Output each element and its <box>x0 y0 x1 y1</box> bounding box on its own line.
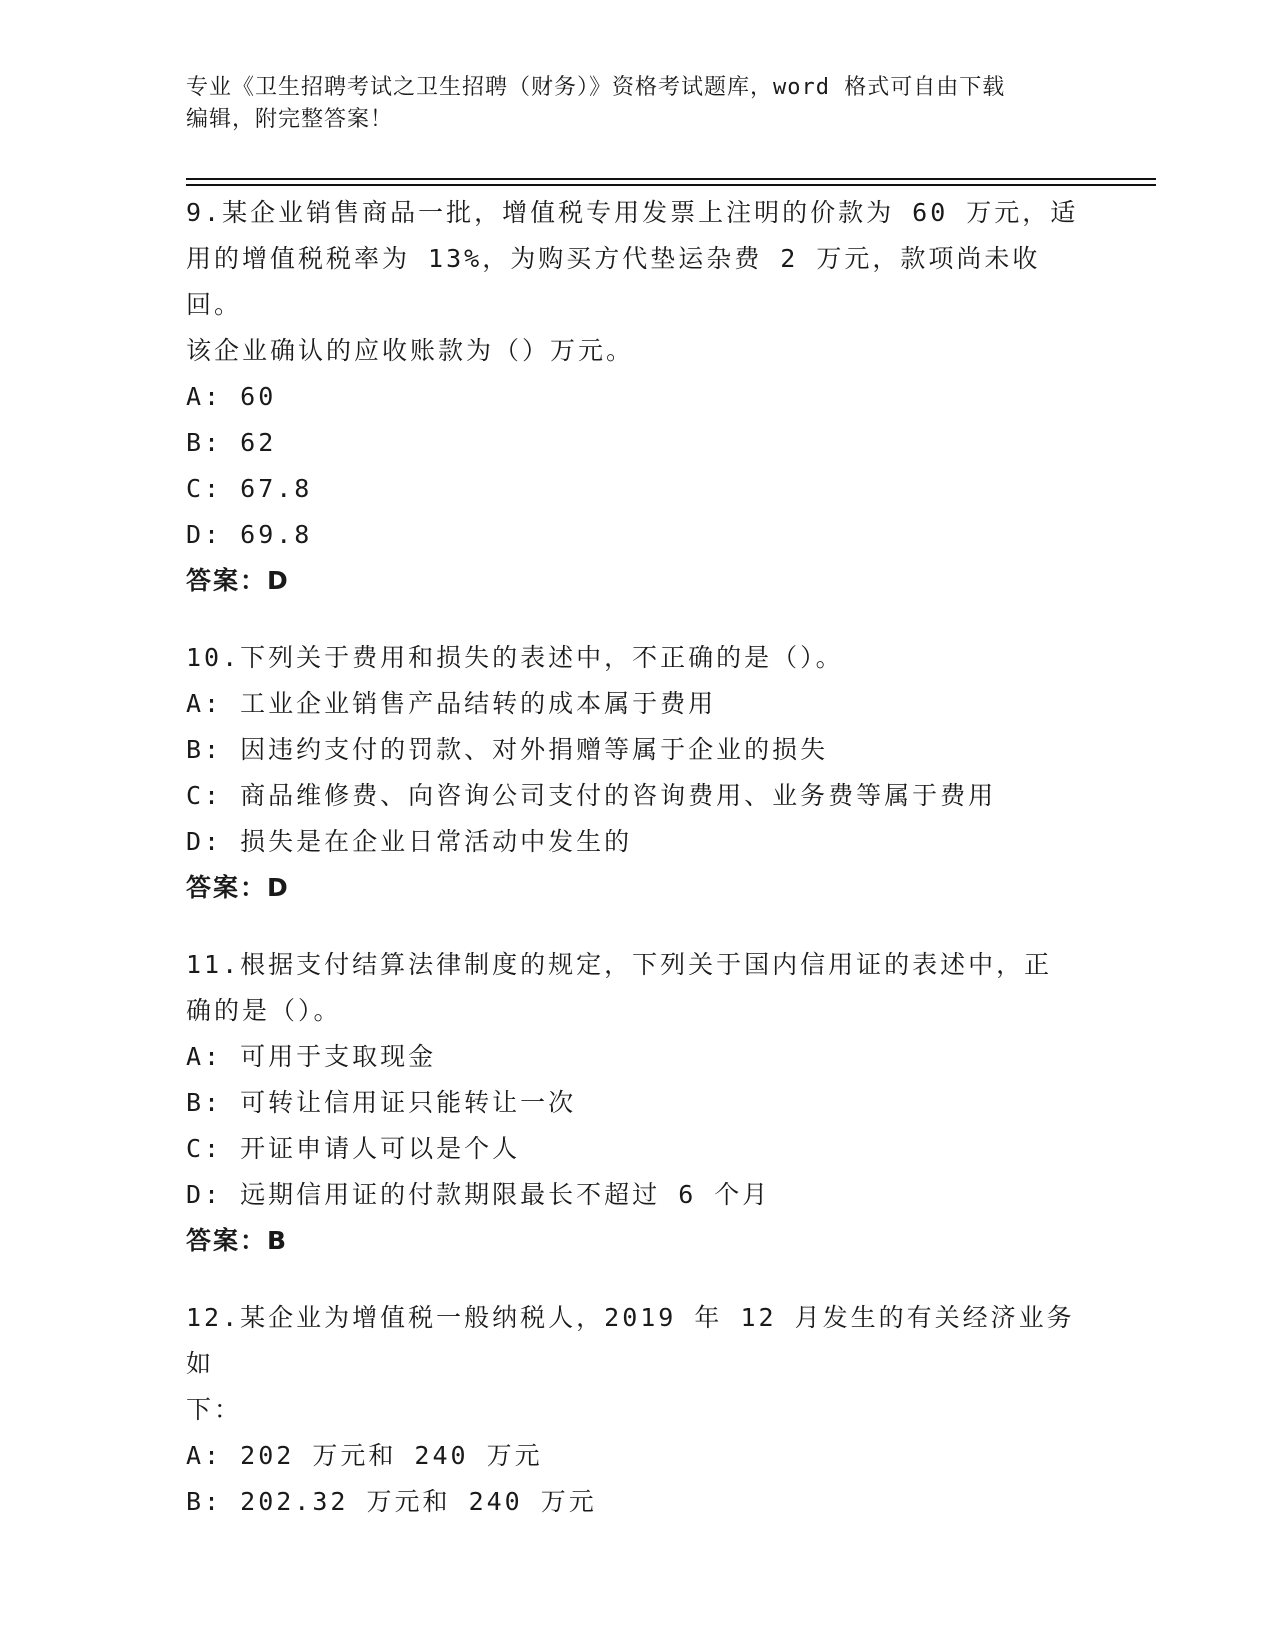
option-d: D: 69.8 <box>186 520 313 549</box>
question-stem <box>186 633 1086 681</box>
option-b: B: 因违约支付的罚款、对外捐赠等属于企业的损失 <box>186 735 829 764</box>
question-11 <box>186 940 1086 1264</box>
header-rule-top <box>186 178 1156 180</box>
option-c: C: 开证申请人可以是个人 <box>186 1134 521 1163</box>
option-d: D: 远期信用证的付款期限最长不超过 6 个月 <box>186 1180 771 1209</box>
stem-line: 用的增值税税率为 13%，为购买方代垫运杂费 2 万元，款项尚未收回。 <box>186 244 1041 319</box>
option-a: A: 工业企业销售产品结转的成本属于费用 <box>186 689 717 718</box>
stem-line: 下： <box>186 1395 243 1424</box>
answer: 答案：D <box>186 873 290 902</box>
option-a: A: 可用于支取现金 <box>186 1042 437 1071</box>
answer: 答案：D <box>186 566 290 595</box>
header-line-1: 专业《卫生招聘考试之卫生招聘（财务）》资格考试题库，word 格式可自由下载 <box>186 75 1006 100</box>
answer: 答案：B <box>186 1226 289 1255</box>
question-list <box>186 188 1086 1554</box>
option-c: C: 67.8 <box>186 474 313 503</box>
stem-line: 10.下列关于费用和损失的表述中，不正确的是（）。 <box>186 643 844 672</box>
option-c: C: 商品维修费、向咨询公司支付的咨询费用、业务费等属于费用 <box>186 781 997 810</box>
header-rule-bottom <box>186 184 1156 186</box>
stem-line: 确的是（）。 <box>186 996 342 1025</box>
stem-line: 11.根据支付结算法律制度的规定，下列关于国内信用证的表述中，正 <box>186 950 1053 979</box>
option-b: B: 可转让信用证只能转让一次 <box>186 1088 577 1117</box>
document-header <box>186 72 1086 136</box>
question-12 <box>186 1293 1086 1525</box>
stem-line: 9.某企业销售商品一批，增值税专用发票上注明的价款为 60 万元，适 <box>186 198 1079 227</box>
stem-line: 该企业确认的应收账款为（）万元。 <box>186 336 635 365</box>
option-a: A: 60 <box>186 382 277 411</box>
option-b: B: 62 <box>186 428 277 457</box>
question-stem <box>186 188 1086 374</box>
question-9 <box>186 188 1086 604</box>
option-a: A: 202 万元和 240 万元 <box>186 1441 543 1470</box>
stem-line: 12.某企业为增值税一般纳税人，2019 年 12 月发生的有关经济业务如 <box>186 1303 1075 1378</box>
header-line-2: 编辑，附完整答案！ <box>186 107 394 132</box>
question-10 <box>186 633 1086 911</box>
option-d: D: 损失是在企业日常活动中发生的 <box>186 827 633 856</box>
question-stem <box>186 1293 1086 1433</box>
option-b: B: 202.32 万元和 240 万元 <box>186 1487 597 1516</box>
question-stem <box>186 940 1086 1034</box>
